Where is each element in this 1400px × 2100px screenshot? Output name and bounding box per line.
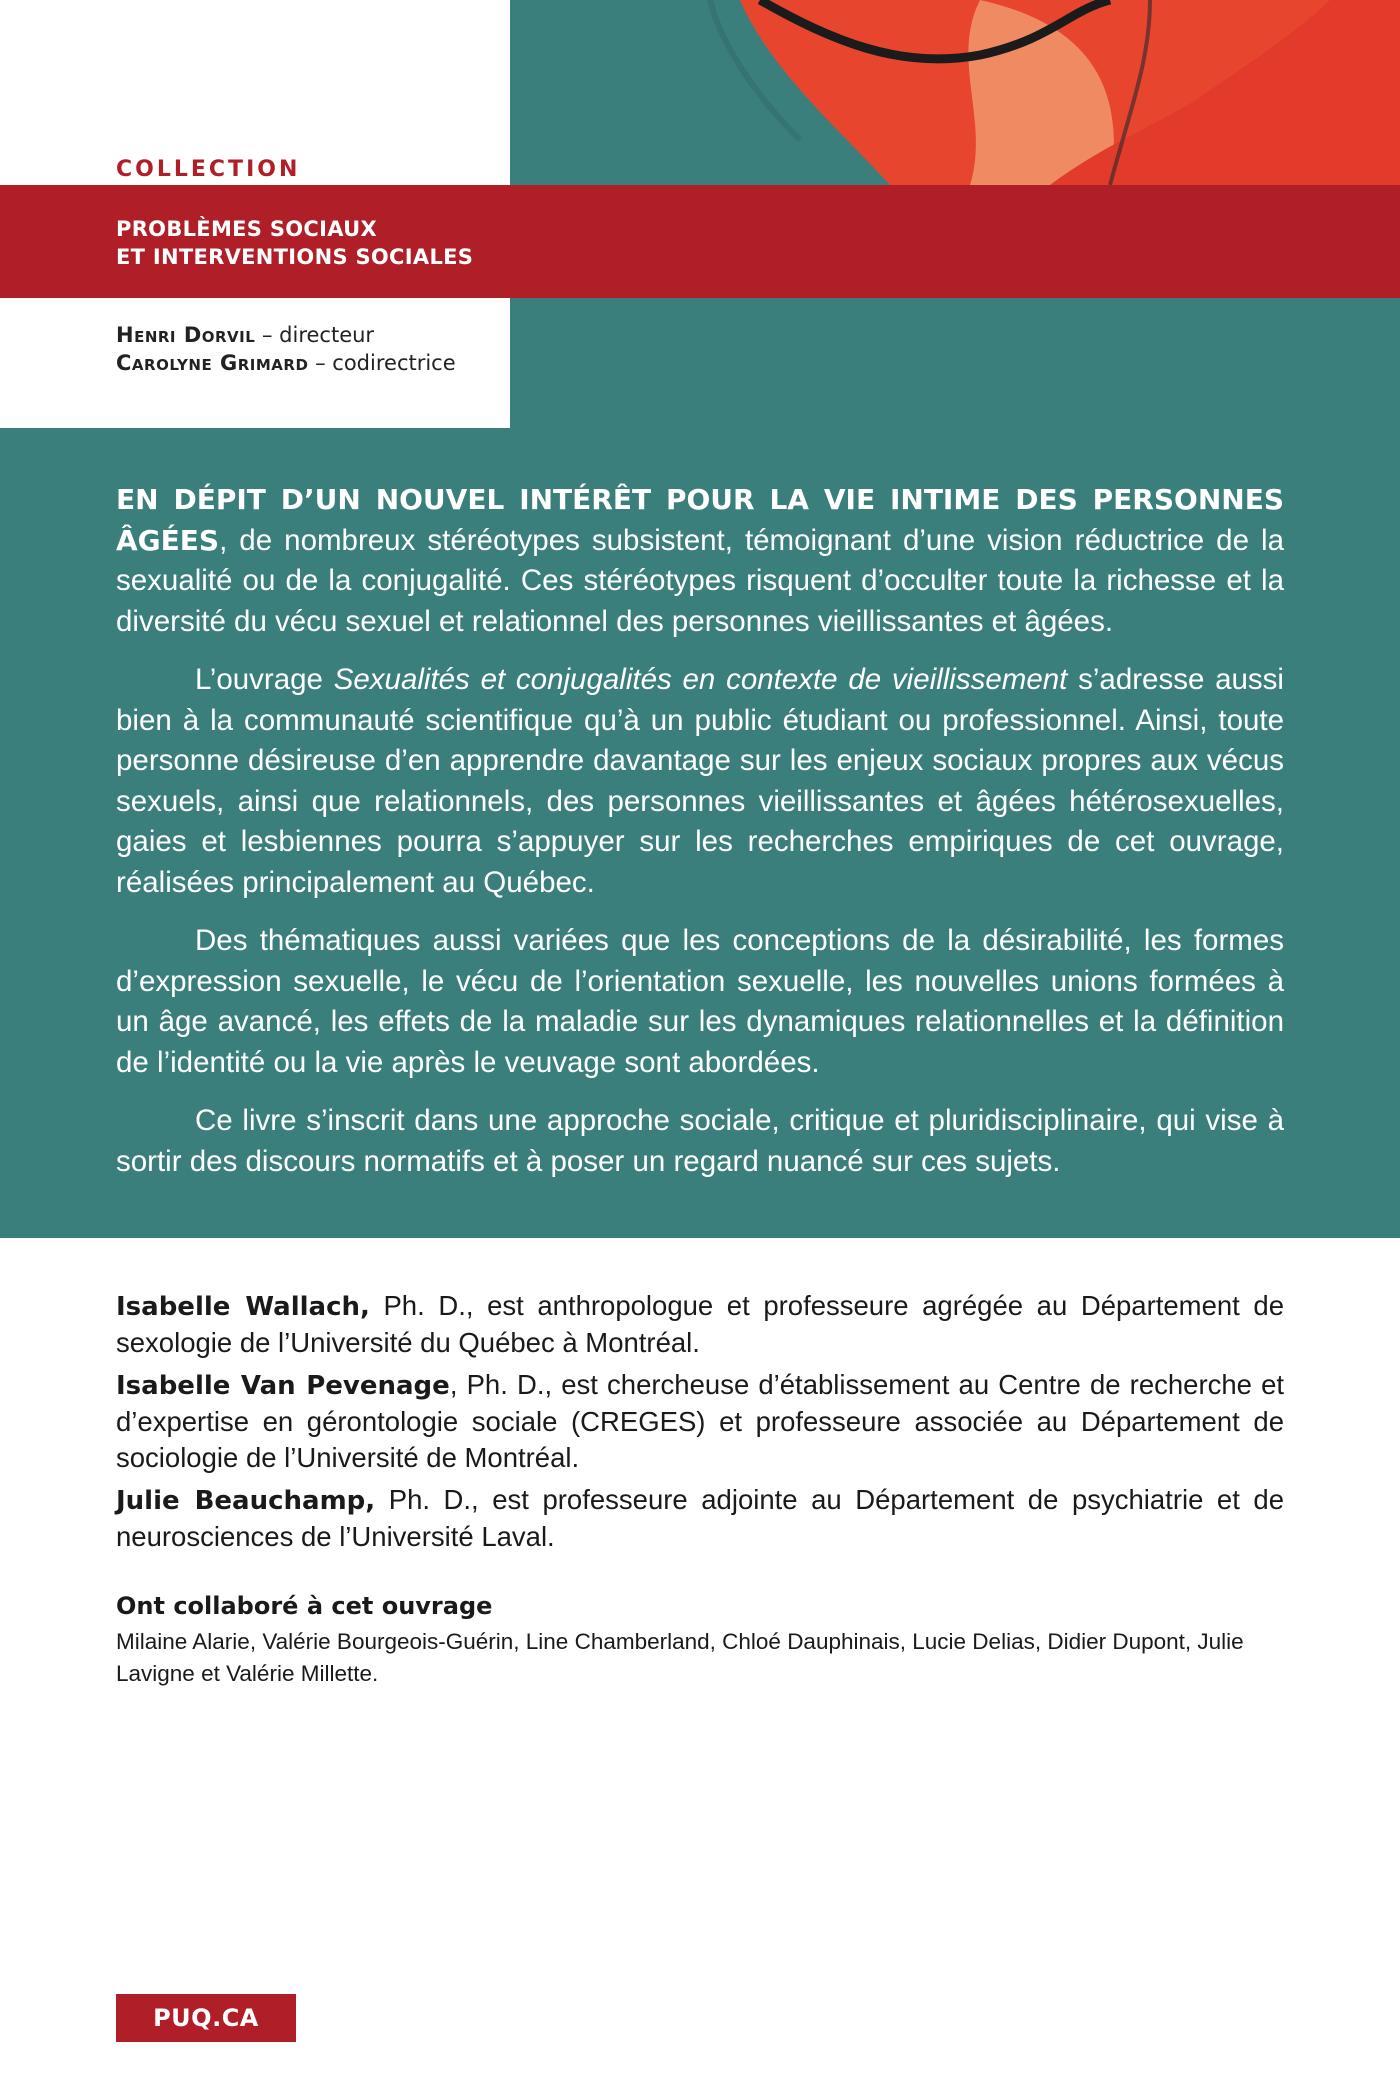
author-bio	[116, 1482, 1284, 1555]
description-paragraph-3: Des thématiques aussi variées que les conceptions de la désirabilité, les formes d’expression sexuelle, le vécu de l’orientation sexuelle, les nouvelles unions formées à un âge avancé, les effets de la maladie sur les dynamiques relationnelles et la définition de l’identité ou la vie après le veuvage sont abordées.	[116, 924, 1284, 1079]
description-lead: EN DÉPIT D’UN NOUVEL INTÉRÊT POUR LA VIE INTIME DES PERSONNES ÂGÉES	[116, 483, 1284, 557]
cover-artwork	[510, 0, 1400, 185]
book-description	[116, 480, 1284, 1200]
author-name: Isabelle Van Pevenage	[116, 1371, 450, 1401]
description-paragraph-2	[116, 660, 1284, 903]
director-role: – directeur	[255, 323, 375, 347]
author-bio	[116, 1367, 1284, 1476]
codirector-role: – codirectrice	[308, 351, 456, 375]
codirector-entry	[116, 351, 456, 375]
author-name: Isabelle Wallach,	[116, 1292, 370, 1322]
author-bio	[116, 1288, 1284, 1361]
description-paragraph-4: Ce livre s’inscrit dans une approche sociale, critique et pluridisciplinaire, qui vise à sortir des discours normatifs et à poser un regard nuancé sur ces sujets.	[116, 1104, 1284, 1178]
collection-label: COLLECTION	[116, 157, 301, 182]
description-paragraph-1	[116, 480, 1284, 642]
publisher-link-badge[interactable]: PUQ.CA	[116, 1994, 296, 2042]
contributors-list: Milaine Alarie, Valérie Bourgeois-Guérin, Line Chamberland, Chloé Dauphinais, Lucie Delias, Didier Dupont, Julie Lavigne et Valérie Millette.	[116, 1629, 1244, 1686]
director-entry	[116, 323, 374, 347]
book-title: Sexualités et conjugalités en contexte de vieillissement	[333, 663, 1068, 696]
series-title-line-2: ET INTERVENTIONS SOCIALES	[116, 245, 474, 269]
description-p2-start: L’ouvrage	[195, 663, 334, 696]
series-title-line-1: PROBLÈMES SOCIAUX	[116, 217, 377, 241]
series-title	[116, 215, 473, 271]
description-p1-text: , de nombreux stéréotypes subsistent, témoignant d’une vision réductrice de la sexualité ou de la conjugalité. Ces stéréotypes risquent d’occulter toute la richesse et la diversité du vécu sexuel et relationnel des personnes vieillissantes et âgées.	[116, 523, 1284, 638]
author-bio-text: Ph. D., est anthropologue et professeure agrégée au Département de sexologie de l’Université du Québec à Montréal.	[116, 1290, 1284, 1358]
author-name: Julie Beauchamp,	[116, 1486, 376, 1516]
author-bio-text: , Ph. D., est chercheuse d’établissement au Centre de recherche et d’expertise en gérontologie sociale (CREGES) et professeure associée au Département de sociologie de l’Université de Montréal.	[116, 1369, 1285, 1473]
codirector-name: Carolyne Grimard	[116, 351, 309, 375]
contributors-heading: Ont collaboré à cet ouvrage	[116, 1592, 493, 1620]
author-bios	[116, 1288, 1284, 1561]
description-p2-text: s’adresse aussi bien à la communauté scientifique qu’à un public étudiant ou professionnel. Ainsi, toute personne désireuse d’en apprendre davantage sur les enjeux sociaux propres aux vécus sexuels, ainsi que relationnels, des personnes vieillissantes et âgées hétérosexuelles, gaies et lesbiennes pourra s’appuyer sur les recherches empiriques de cet ouvrage, réalisées principalement au Québec.	[116, 663, 1284, 899]
director-name: Henri Dorvil	[116, 323, 256, 347]
author-bio-text: Ph. D., est professeure adjointe au Département de psychiatrie et de neurosciences de l’Université Laval.	[116, 1484, 1285, 1552]
